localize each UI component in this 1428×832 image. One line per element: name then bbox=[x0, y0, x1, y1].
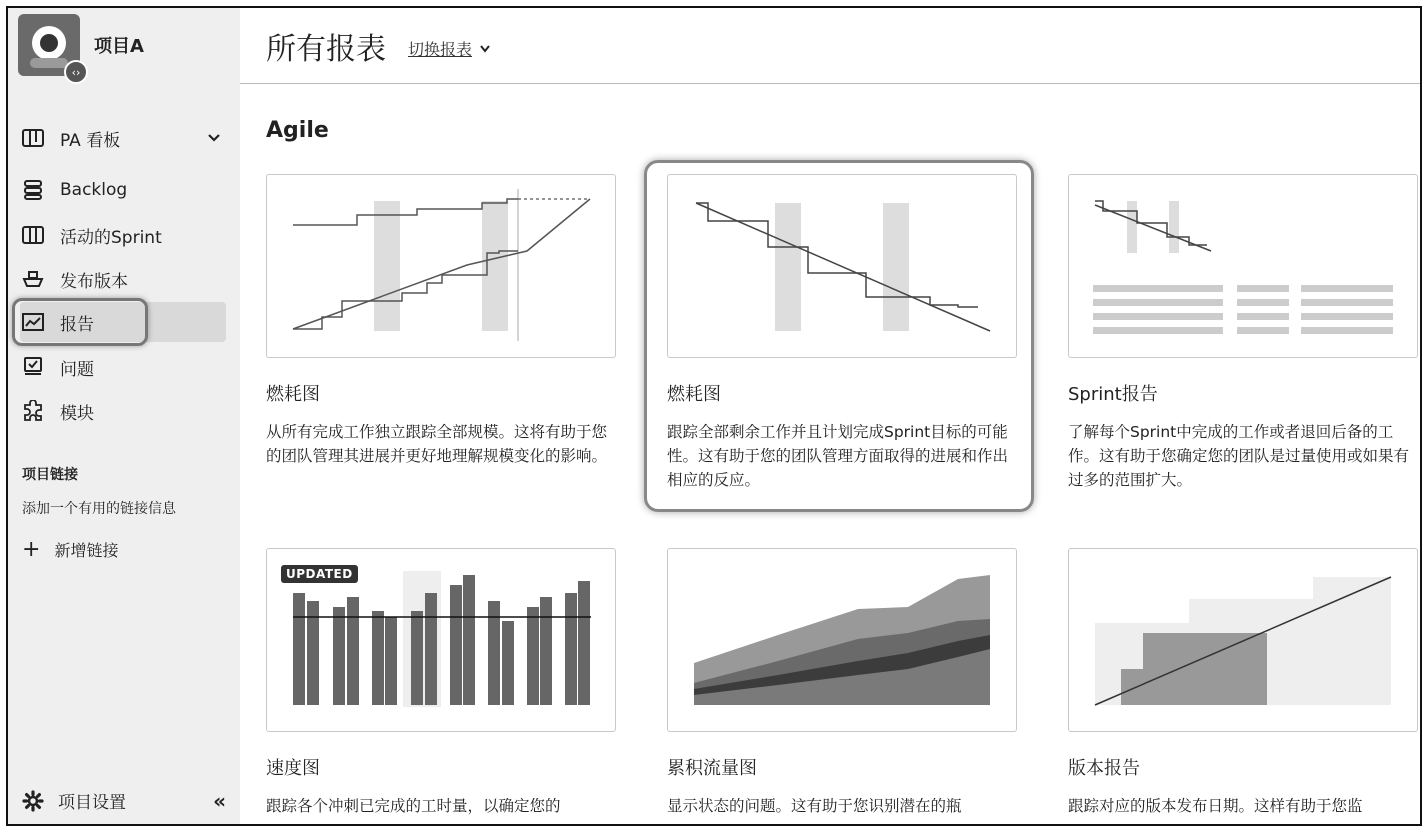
sidebar-item-active-sprint[interactable] bbox=[20, 215, 226, 255]
card-desc: 了解每个Sprint中完成的工作或者退回后备的工作。这有助于您确定您的团队是过量使用或如果有过多的范围扩大。 bbox=[1068, 423, 1410, 489]
sidebar-item-label: 模块 bbox=[60, 403, 94, 424]
page-header bbox=[240, 8, 1420, 84]
version-report-thumbnail bbox=[1068, 548, 1418, 732]
report-card-version-report[interactable] bbox=[1068, 548, 1418, 818]
gear-icon bbox=[22, 790, 44, 812]
issues-icon bbox=[20, 356, 46, 378]
sidebar-item-components[interactable] bbox=[20, 391, 226, 431]
app-window bbox=[6, 6, 1422, 826]
sprint-report-thumbnail bbox=[1068, 174, 1418, 358]
report-card-burnup[interactable] bbox=[266, 174, 616, 468]
plus-icon: + bbox=[22, 536, 41, 562]
board-icon bbox=[20, 127, 46, 149]
updated-badge: UPDATED bbox=[281, 565, 358, 583]
card-title: 累积流量图 bbox=[667, 758, 757, 779]
sidebar-item-releases[interactable] bbox=[20, 259, 226, 299]
switch-report-label: 切换报表 bbox=[408, 40, 473, 59]
card-desc: 显示状态的问题。这有助于您识别潜在的瓶 bbox=[667, 797, 962, 815]
chevron-down-icon bbox=[480, 45, 490, 53]
backlog-icon bbox=[20, 179, 46, 201]
sidebar-item-label: 发布版本 bbox=[60, 271, 128, 292]
card-title: 燃耗图 bbox=[266, 384, 320, 405]
card-title: 速度图 bbox=[266, 758, 320, 779]
add-link-label: 新增链接 bbox=[54, 541, 119, 560]
card-title: 燃耗图 bbox=[667, 384, 721, 405]
switch-report-dropdown[interactable] bbox=[408, 37, 490, 60]
card-title: Sprint报告 bbox=[1068, 384, 1158, 405]
chevron-down-icon[interactable] bbox=[208, 128, 220, 148]
burnup-thumbnail bbox=[266, 174, 616, 358]
camera-icon bbox=[32, 26, 66, 60]
report-card-burndown[interactable] bbox=[667, 174, 1017, 492]
sidebar-item-backlog[interactable] bbox=[20, 170, 226, 210]
sprint-icon bbox=[20, 224, 46, 246]
card-title: 版本报告 bbox=[1068, 758, 1140, 779]
sidebar-item-label: 报告 bbox=[60, 314, 94, 335]
section-title-agile: Agile bbox=[266, 118, 329, 143]
project-header[interactable] bbox=[18, 14, 144, 79]
project-settings[interactable] bbox=[22, 788, 226, 813]
add-link-button[interactable] bbox=[22, 538, 118, 561]
puzzle-icon bbox=[20, 400, 46, 422]
card-desc: 跟踪各个冲刺已完成的工时量，以确定您的 bbox=[266, 797, 561, 815]
cumulative-flow-thumbnail bbox=[667, 548, 1017, 732]
burndown-thumbnail bbox=[667, 174, 1017, 358]
collapse-sidebar-icon[interactable]: « bbox=[213, 788, 226, 813]
card-desc: 从所有完成工作独立跟踪全部规模。这将有助于您的团队管理其进展并更好地理解规模变化的影响。 bbox=[266, 423, 608, 465]
card-desc: 跟踪对应的版本发布日期。这样有助于您监 bbox=[1068, 797, 1363, 815]
report-card-velocity[interactable] bbox=[266, 548, 616, 818]
sidebar-item-issues[interactable] bbox=[20, 347, 226, 387]
main-content bbox=[240, 8, 1420, 824]
sidebar-item-label: PA 看板 bbox=[60, 130, 121, 151]
sidebar-item-board[interactable] bbox=[20, 118, 226, 158]
project-avatar bbox=[18, 14, 81, 79]
sidebar-item-reports[interactable] bbox=[20, 302, 226, 342]
sidebar-item-label: 问题 bbox=[60, 359, 94, 380]
sidebar-item-label: Backlog bbox=[60, 180, 128, 200]
page-title: 所有报表 bbox=[266, 31, 386, 67]
project-name: 项目A bbox=[94, 36, 144, 57]
ship-icon bbox=[20, 268, 46, 290]
velocity-thumbnail bbox=[266, 548, 616, 732]
sidebar bbox=[8, 8, 240, 824]
sidebar-item-label: 活动的Sprint bbox=[60, 227, 162, 248]
project-links-desc: 添加一个有用的链接信息 bbox=[22, 501, 176, 517]
project-settings-label: 项目设置 bbox=[58, 793, 126, 813]
card-desc: 跟踪全部剩余工作并且计划完成Sprint目标的可能性。这有助于您的团队管理方面取得的进展和作出相应的反应。 bbox=[667, 423, 1009, 489]
code-badge-icon: ‹› bbox=[64, 60, 88, 84]
chart-icon bbox=[20, 311, 46, 333]
report-card-sprint-report[interactable] bbox=[1068, 174, 1418, 492]
report-card-cumulative-flow[interactable] bbox=[667, 548, 1017, 818]
project-links-title: 项目链接 bbox=[22, 467, 78, 483]
